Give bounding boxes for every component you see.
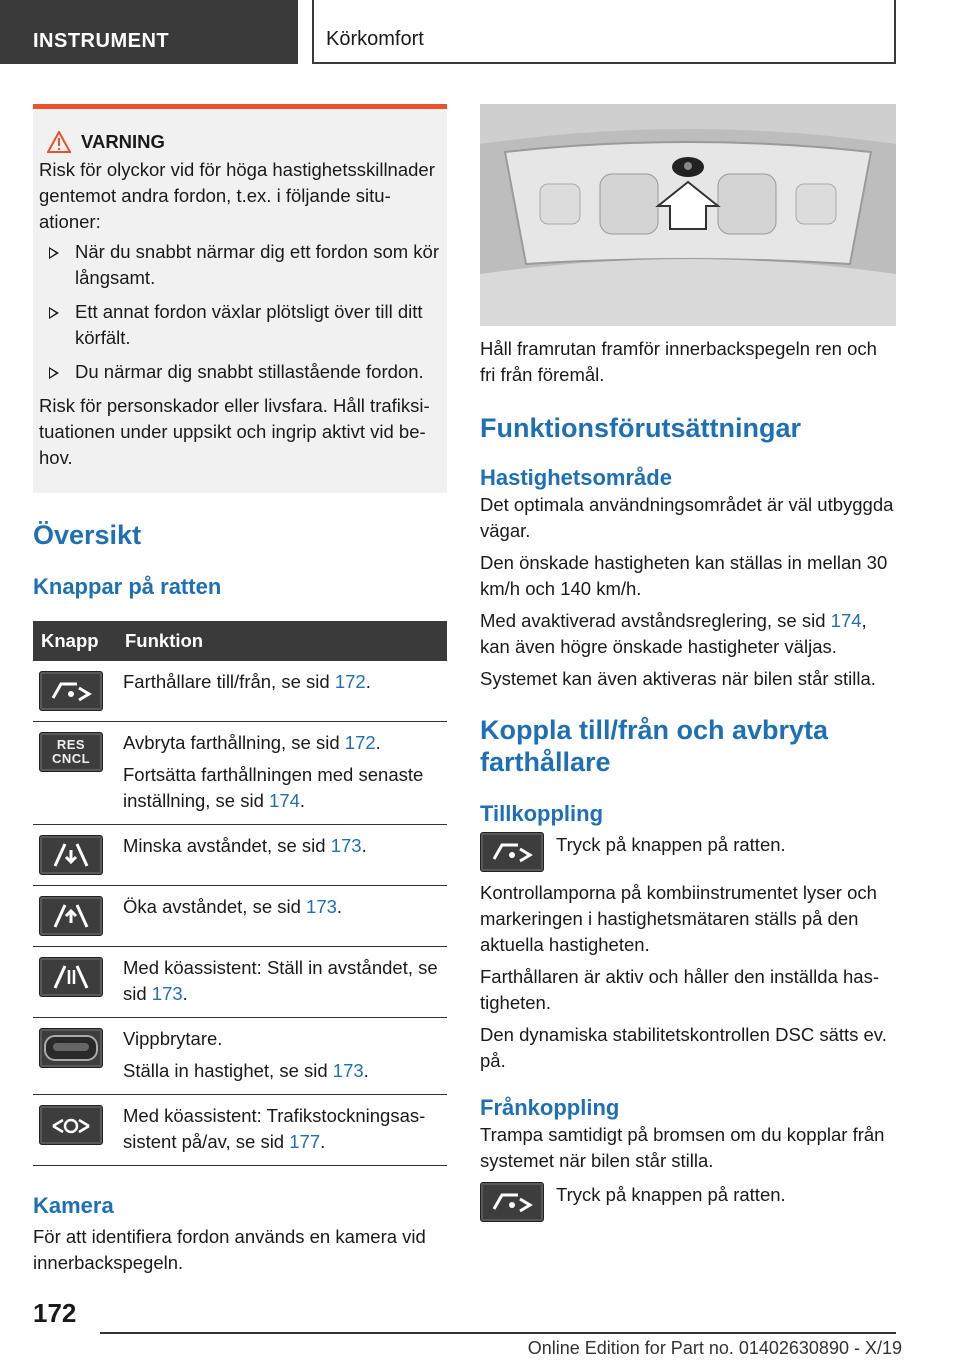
res-cncl-icon: RES CNCL xyxy=(39,732,103,772)
switch-heading: Koppla till/från och avbryta farthållare xyxy=(480,715,829,777)
left-column xyxy=(33,104,447,1276)
car-interior-illustration xyxy=(480,104,896,326)
distance-increase-icon xyxy=(39,896,103,936)
off-press-row xyxy=(480,1182,896,1222)
list-item: Du närmar dig snabbt stillastående fordon. xyxy=(39,359,441,385)
bullet-icon xyxy=(49,367,59,379)
bullet-icon xyxy=(49,307,59,319)
function-text: Med köassistent: Ställ in avståndet, se sid 173. xyxy=(123,957,438,1004)
buttons-table xyxy=(33,621,447,1166)
list-item: Ett annat fordon växlar plötsligt över till ditt körfält. xyxy=(39,299,441,351)
function-cell xyxy=(117,886,447,947)
speed-p3: Med avaktiverad avståndsreglering, se sid 174, kan även högre önskade hastigheter väljas. xyxy=(480,610,867,657)
warning-title xyxy=(39,129,441,155)
on-press-text: Tryck på knappen på ratten. xyxy=(556,834,786,855)
traffic-jam-assist-icon xyxy=(39,1105,103,1145)
on-p1: Kontrollamporna på kombiinstrumentet lyser och markeringen i hastighetsmätaren ställs på den aktuella hastigheten. xyxy=(480,882,877,955)
func-heading: Funktionsförutsättningar xyxy=(480,413,801,443)
table-row xyxy=(33,1095,447,1166)
warning-outro: Risk för personskador eller livsfara. Håll trafiksituationen under uppsikt och ingrip aktivt vid behov. xyxy=(39,395,430,468)
warning-box xyxy=(33,104,447,493)
table-row xyxy=(33,947,447,1018)
column-header-function: Funktion xyxy=(117,621,447,661)
on-heading: Tillkoppling xyxy=(480,801,604,826)
footer-divider xyxy=(100,1332,896,1334)
table-row xyxy=(33,722,447,825)
function-cell xyxy=(117,722,447,825)
table-row xyxy=(33,825,447,886)
table-row xyxy=(33,661,447,722)
warning-list xyxy=(39,239,441,385)
function-text: Minska avståndet, se sid 173. xyxy=(123,835,367,856)
page-reference-link[interactable]: 172 xyxy=(344,732,376,753)
page-reference-link[interactable]: 173 xyxy=(151,983,183,1004)
warning-intro: Risk för olyckor vid för höga hastighetsskillnader gentemot andra fordon, t.ex. i följande situationer: xyxy=(39,159,435,232)
speed-p2: Den önskade hastigheten kan ställas in mellan 30 km/h och 140 km/h. xyxy=(480,552,888,599)
page-number: 172 xyxy=(33,1298,77,1328)
function-cell xyxy=(117,825,447,886)
function-text: Fortsätta farthållningen med senaste inställning, se sid 174. xyxy=(123,764,424,811)
cruise-control-icon xyxy=(480,832,544,872)
page-reference-link[interactable]: 177 xyxy=(289,1131,321,1152)
page-reference-link[interactable]: 174 xyxy=(830,610,862,631)
subsection-heading: Knappar på ratten xyxy=(33,574,222,599)
chapter-title: Körkomfort xyxy=(312,0,896,64)
function-text: Farthållare till/från, se sid 172. xyxy=(123,671,371,692)
speed-p4: Systemet kan även aktiveras när bilen står stilla. xyxy=(480,668,876,689)
page-reference-link[interactable]: 173 xyxy=(332,1060,364,1081)
distance-decrease-icon xyxy=(39,835,103,875)
list-item: När du snabbt närmar dig ett fordon som kör långsamt. xyxy=(39,239,441,291)
column-header-button: Knapp xyxy=(33,621,117,661)
rearview-mirror-photo xyxy=(480,104,896,326)
function-text: Med köassistent: Trafikstockningsassistent på/av, se sid 177. xyxy=(123,1105,426,1152)
function-text: Vippbrytare. xyxy=(123,1028,223,1049)
on-press-row xyxy=(480,832,896,872)
camera-text: För att identifiera fordon används en kamera vid innerbackspegeln. xyxy=(33,1226,426,1273)
table-row xyxy=(33,1018,447,1095)
rocker-switch-icon xyxy=(39,1028,103,1068)
bullet-icon xyxy=(49,247,59,259)
function-text: Avbryta farthållning, se sid 172. xyxy=(123,732,381,753)
off-heading: Frånkoppling xyxy=(480,1095,620,1120)
section-heading: Översikt xyxy=(33,520,142,550)
mirror-caption: Håll framrutan framför innerbackspegeln ren och fri från föremål. xyxy=(480,338,877,385)
function-cell xyxy=(117,947,447,1018)
function-text: Öka avståndet, se sid 173. xyxy=(123,896,343,917)
page-reference-link[interactable]: 173 xyxy=(330,835,362,856)
footer-edition: Online Edition for Part no. 01402630890 - X/19 xyxy=(527,1338,902,1358)
on-p2: Farthållaren är aktiv och håller den inställda hastigheten. xyxy=(480,966,879,1013)
warning-title-text: VARNING xyxy=(81,131,165,152)
page-reference-link[interactable]: 172 xyxy=(334,671,366,692)
camera-heading: Kamera xyxy=(33,1193,114,1218)
off-press-text: Tryck på knappen på ratten. xyxy=(556,1184,786,1205)
function-cell xyxy=(117,1095,447,1166)
section-tab: INSTRUMENT xyxy=(0,0,298,64)
cruise-control-icon xyxy=(39,671,103,711)
page-reference-link[interactable]: 174 xyxy=(269,790,300,811)
page-reference-link[interactable]: 173 xyxy=(306,896,337,917)
warning-icon xyxy=(47,131,71,153)
function-cell xyxy=(117,1018,447,1095)
cruise-control-icon xyxy=(480,1182,544,1222)
function-cell xyxy=(117,661,447,722)
speed-heading: Hastighetsområde xyxy=(480,465,672,490)
speed-p1: Det optimala användningsområdet är väl utbyggda vägar. xyxy=(480,494,894,541)
right-column xyxy=(480,104,896,1222)
queue-assist-distance-icon xyxy=(39,957,103,997)
function-text: Ställa in hastighet, se sid 173. xyxy=(123,1060,369,1081)
table-row xyxy=(33,886,447,947)
on-p3: Den dynamiska stabilitetskontrollen DSC sätts ev. på. xyxy=(480,1024,887,1071)
off-p1: Trampa samtidigt på bromsen om du kopplar från systemet när bilen står stilla. xyxy=(480,1124,885,1171)
